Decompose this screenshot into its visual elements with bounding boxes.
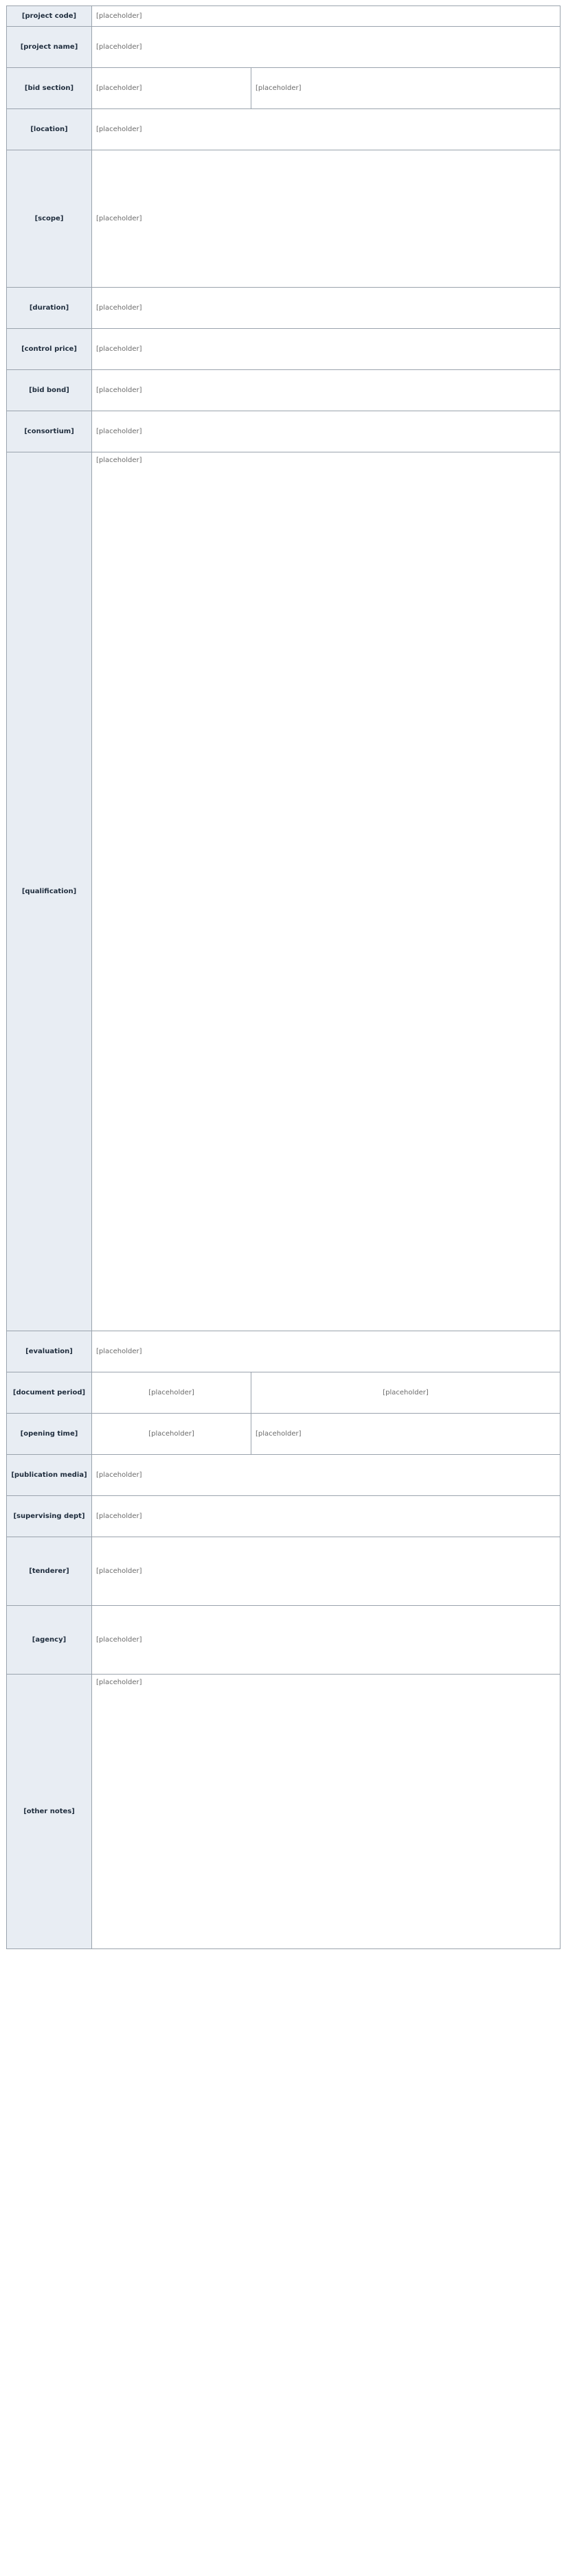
bid-bond-label: [bid bond] xyxy=(7,370,92,411)
row-doc-time xyxy=(7,1372,561,1414)
location-label: [location] xyxy=(7,109,92,150)
bid-bond-value: [placeholder] xyxy=(92,370,561,411)
row-agency xyxy=(7,1606,561,1675)
agency-label: [agency] xyxy=(7,1606,92,1675)
control-price-label: [control price] xyxy=(7,329,92,370)
evaluation-value: [placeholder] xyxy=(92,1331,561,1372)
evaluation-label: [evaluation] xyxy=(7,1331,92,1372)
control-price-value: [placeholder] xyxy=(92,329,561,370)
row-tenderer xyxy=(7,1537,561,1606)
row-other xyxy=(7,1675,561,1949)
scope-value: [placeholder] xyxy=(92,150,561,288)
bid-section-code: [placeholder] xyxy=(251,68,561,109)
project-name-label: [project name] xyxy=(7,27,92,68)
bid-notice-table xyxy=(6,5,561,1949)
consortium-value: [placeholder] xyxy=(92,411,561,452)
qualification-label: [qualification] xyxy=(7,452,92,1331)
row-consortium xyxy=(7,411,561,452)
row-supervisor xyxy=(7,1496,561,1537)
doc-time-label: [document period] xyxy=(7,1372,92,1414)
row-open-time xyxy=(7,1414,561,1455)
open-time-label: [opening time] xyxy=(7,1414,92,1455)
consortium-label: [consortium] xyxy=(7,411,92,452)
row-project-name xyxy=(7,27,561,68)
supervisor-label: [supervising dept] xyxy=(7,1496,92,1537)
scope-label: [scope] xyxy=(7,150,92,288)
duration-label: [duration] xyxy=(7,288,92,329)
doc-end-value: [placeholder] xyxy=(251,1372,561,1414)
tenderer-value: [placeholder] xyxy=(92,1537,561,1606)
project-code-label: [project code] xyxy=(7,6,92,27)
location-value: [placeholder] xyxy=(92,109,561,150)
bid-section-label: [bid section] xyxy=(7,68,92,109)
agency-value: [placeholder] xyxy=(92,1606,561,1675)
tenderer-label: [tenderer] xyxy=(7,1537,92,1606)
row-media xyxy=(7,1455,561,1496)
supervisor-value: [placeholder] xyxy=(92,1496,561,1537)
row-location xyxy=(7,109,561,150)
row-evaluation xyxy=(7,1331,561,1372)
row-bid-bond xyxy=(7,370,561,411)
media-label: [publication media] xyxy=(7,1455,92,1496)
row-duration xyxy=(7,288,561,329)
doc-start-value: [placeholder] xyxy=(92,1372,251,1414)
media-value: [placeholder] xyxy=(92,1455,561,1496)
other-value: [placeholder] xyxy=(92,1675,561,1949)
project-code-value: [placeholder] xyxy=(92,6,561,27)
duration-value: [placeholder] xyxy=(92,288,561,329)
row-bid-section xyxy=(7,68,561,109)
row-qualification xyxy=(7,452,561,1331)
open-place-value: [placeholder] xyxy=(251,1414,561,1455)
row-scope xyxy=(7,150,561,288)
bid-section-name: [placeholder] xyxy=(92,68,251,109)
bid-notice-page xyxy=(6,5,560,1949)
open-time-value: [placeholder] xyxy=(92,1414,251,1455)
row-project-code xyxy=(7,6,561,27)
row-control-price xyxy=(7,329,561,370)
other-label: [other notes] xyxy=(7,1675,92,1949)
qualification-value: [placeholder] xyxy=(92,452,561,1331)
project-name-value: [placeholder] xyxy=(92,27,561,68)
